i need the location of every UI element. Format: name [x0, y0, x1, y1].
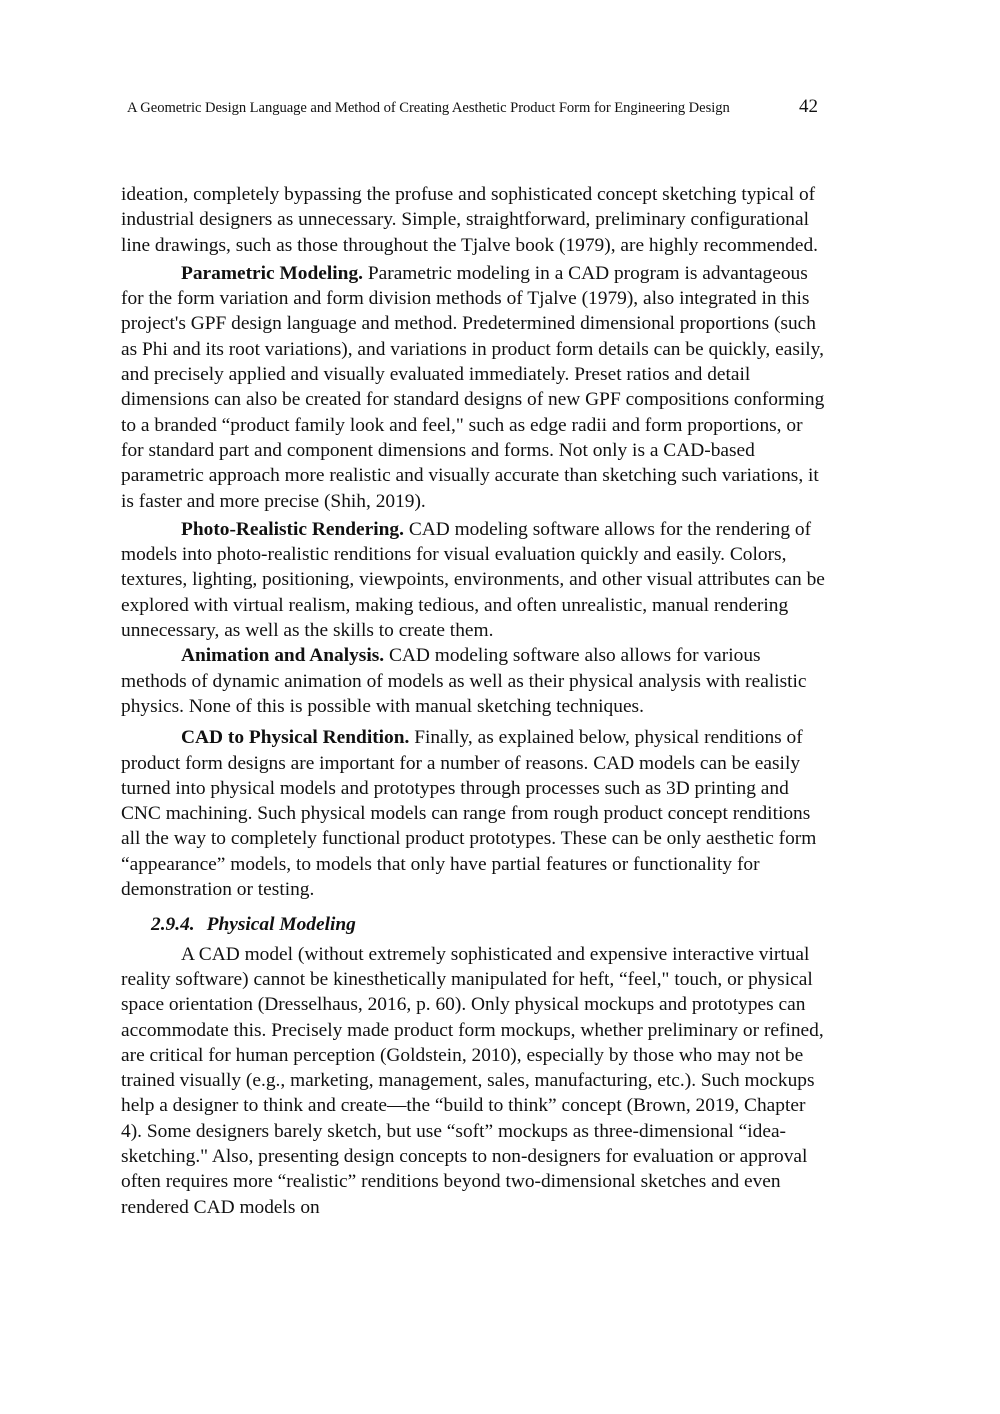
paragraph-text: CAD modeling software allows for the rendering of models into photo-realistic renditions for visual evaluation quickly and easily. Colors, textures, lighting, positioning, viewpoints, environments, and other visual attributes can be explored with virtual realism, making tedious, and often unrealistic, manual rendering unnecessary, as well as the skills to create them.	[121, 518, 825, 642]
paragraph-text: CAD modeling software also allows for various methods of dynamic animation of models as well as their physical analysis with realistic physics. None of this is possible with manual sketching techniques.	[121, 645, 807, 717]
section-number: 2.9.4.	[151, 914, 195, 936]
paragraph-text: Finally, as explained below, physical renditions of product form designs are important for a number of reasons. CAD models can be easily turned into physical models and prototypes through processes such as 3D printing and CNC machining. Such physical models can range from rough product concept renditions all the way to completely functional product prototypes. These can be only aesthetic form “appearance” models, to models that only have partial features or functionality for demonstration or testing.	[121, 727, 817, 901]
paragraph-text: Parametric modeling in a CAD program is advantageous for the form variation and form division methods of Tjalve (1979), also integrated in this project's GPF design language and method. Predetermined dimensional proportions (such as Phi and its root variations), and variations in product form details can be quickly, easily, and precisely applied and visually evaluated immediately. Preset ratios and detail dimensions can also be created for standard designs of new GPF compositions conforming to a branded “product family look and feel," such as edge radii and form proportions, or for standard part and component dimensions and forms. Not only is a CAD-based parametric approach more realistic and visually accurate than sketching such variations, it is faster and more precise (Shih, 2019).	[121, 262, 825, 512]
paragraph-physical-modeling: A CAD model (without extremely sophisticated and expensive interactive virtual reality software) cannot be kinesthetically manipulated for heft, “feel," touch, or physical space orientation (Dresselhaus, 2016, p. 60). Only physical mockups and prototypes can accommodate this. Precisely made product form mockups, whether preliminary or refined, are critical for human perception (Goldstein, 2010), especially by those who may not be trained visually (e.g., marketing, management, sales, manufacturing, etc.). Such mockups help a designer to think and create—the “build to think” concept (Brown, 2019, Chapter 4). Some designers barely sketch, but use “soft” mockups as three-dimensional “idea-sketching." Also, presenting design concepts to non-designers for evaluation or approval often requires more “realistic” renditions beyond two-dimensional sketches and even rendered CAD models on	[121, 943, 824, 1218]
body-text	[121, 182, 826, 1220]
run-in-heading-photo-realistic-rendering: Photo-Realistic Rendering.	[181, 518, 404, 540]
run-in-heading-animation-analysis: Animation and Analysis.	[181, 645, 385, 667]
paragraph-photo-realistic-rendering	[121, 517, 826, 643]
run-in-heading-parametric-modeling: Parametric Modeling.	[181, 262, 363, 284]
paragraph-continued: ideation, completely bypassing the profuse and sophisticated concept sketching typical of industrial designers as unnecessary. Simple, straightforward, preliminary configurational line drawings, such as those throughout the Tjalve book (1979), are highly recommended.	[121, 184, 819, 256]
paragraph-animation-analysis	[121, 643, 826, 719]
running-header	[127, 96, 818, 118]
paragraph-cad-to-physical	[121, 725, 826, 902]
section-heading	[121, 912, 826, 937]
paragraph-parametric-modeling	[121, 261, 826, 514]
running-title: A Geometric Design Language and Method of Creating Aesthetic Product Form for Engineering Design	[127, 100, 730, 116]
section-title: Physical Modeling	[206, 914, 356, 936]
run-in-heading-cad-to-physical: CAD to Physical Rendition.	[181, 727, 410, 749]
page-number: 42	[799, 96, 818, 117]
